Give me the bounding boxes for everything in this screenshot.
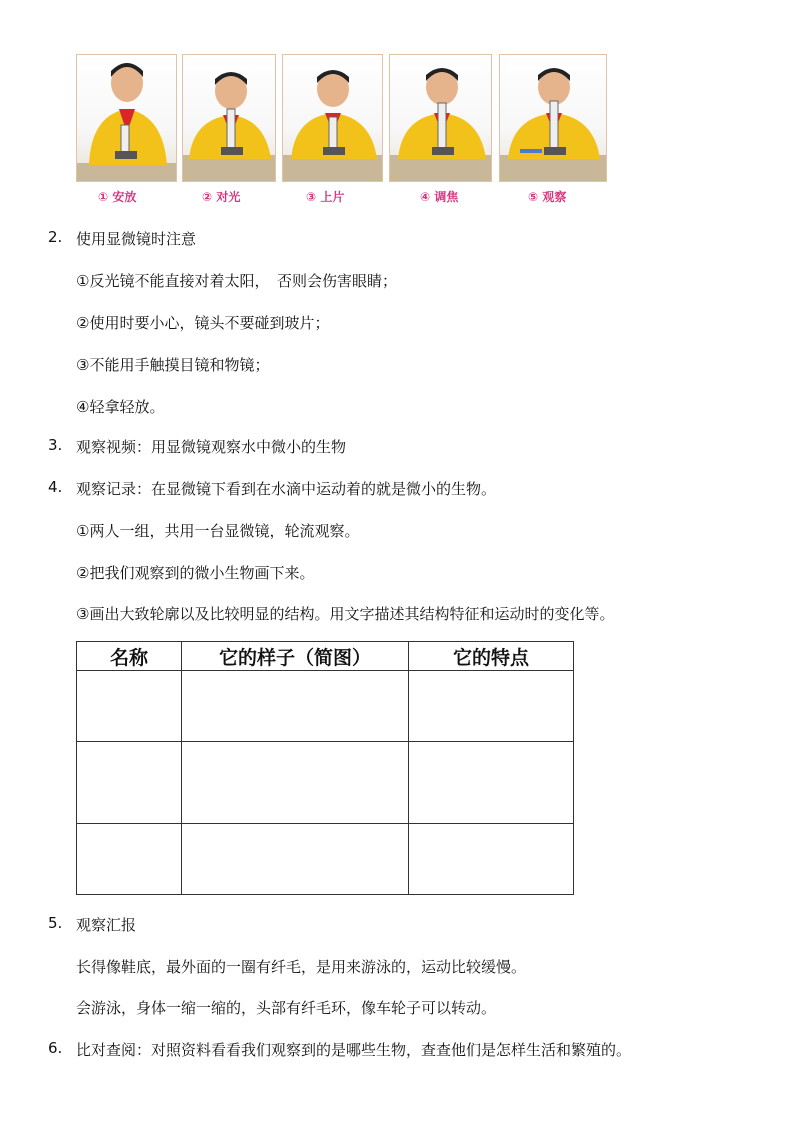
table-cell[interactable] [182, 824, 409, 895]
item-heading: 比对查阅：对照资料看看我们观察到的是哪些生物，查查他们是怎样生活和繁殖的。 [76, 1041, 632, 1059]
table-row [77, 671, 574, 742]
step-caption: ⑤ 观察 [528, 190, 567, 204]
note-line: ③不能用手触摸目镜和物镜； [76, 356, 270, 374]
table-cell[interactable] [409, 742, 574, 824]
step-photo-4 [389, 54, 492, 182]
table-row [77, 824, 574, 895]
item-number: 3. [48, 436, 63, 454]
table-cell[interactable] [77, 824, 182, 895]
note-line: ①两人一组，共用一台显微镜，轮流观察。 [76, 522, 360, 540]
table-header-sketch: 它的样子（简图） [182, 642, 409, 671]
report-line: 会游泳，身体一缩一缩的，头部有纤毛环，像车轮子可以转动。 [76, 999, 497, 1017]
item-heading: 使用显微镜时注意 [76, 230, 197, 248]
observation-record-table [76, 641, 574, 895]
table-row [77, 742, 574, 824]
table-cell[interactable] [409, 824, 574, 895]
student-with-microscope-image [183, 55, 276, 182]
item-heading: 观察汇报 [76, 916, 137, 934]
note-line: ②把我们观察到的微小生物画下来。 [76, 564, 315, 582]
table-header-row [77, 642, 574, 671]
table-header-features: 它的特点 [409, 642, 574, 671]
student-with-microscope-image [500, 55, 607, 182]
item-heading: 观察视频：用显微镜观察水中微小的生物 [76, 438, 347, 456]
table-cell[interactable] [409, 671, 574, 742]
item-number: 4. [48, 478, 63, 496]
step-photo-2 [182, 54, 276, 182]
step-photo-3 [282, 54, 383, 182]
note-line: ②使用时要小心，镜头不要碰到玻片； [76, 314, 330, 332]
table-cell[interactable] [77, 742, 182, 824]
step-photo-1 [76, 54, 177, 182]
item-number: 6. [48, 1039, 63, 1057]
step-photo-5 [499, 54, 607, 182]
table-cell[interactable] [182, 671, 409, 742]
step-caption: ② 对光 [202, 190, 241, 204]
student-with-microscope-image [283, 55, 383, 182]
step-caption: ① 安放 [98, 190, 137, 204]
student-with-microscope-image [390, 55, 492, 182]
table-cell[interactable] [77, 671, 182, 742]
note-line: ③画出大致轮廓以及比较明显的结构。用文字描述其结构特征和运动时的变化等。 [76, 605, 615, 623]
step-caption: ④ 调焦 [420, 190, 459, 204]
table-header-name: 名称 [77, 642, 182, 671]
report-line: 长得像鞋底，最外面的一圈有纤毛，是用来游泳的，运动比较缓慢。 [76, 958, 527, 976]
note-line: ④轻拿轻放。 [76, 398, 165, 416]
step-caption: ③ 上片 [306, 190, 345, 204]
note-line: ①反光镜不能直接对着太阳， 否则会伤害眼睛； [76, 272, 397, 290]
table-cell[interactable] [182, 742, 409, 824]
item-number: 5. [48, 914, 63, 932]
item-number: 2. [48, 228, 63, 246]
item-heading: 观察记录：在显微镜下看到在水滴中运动着的就是微小的生物。 [76, 480, 497, 498]
student-with-microscope-image [77, 55, 177, 182]
